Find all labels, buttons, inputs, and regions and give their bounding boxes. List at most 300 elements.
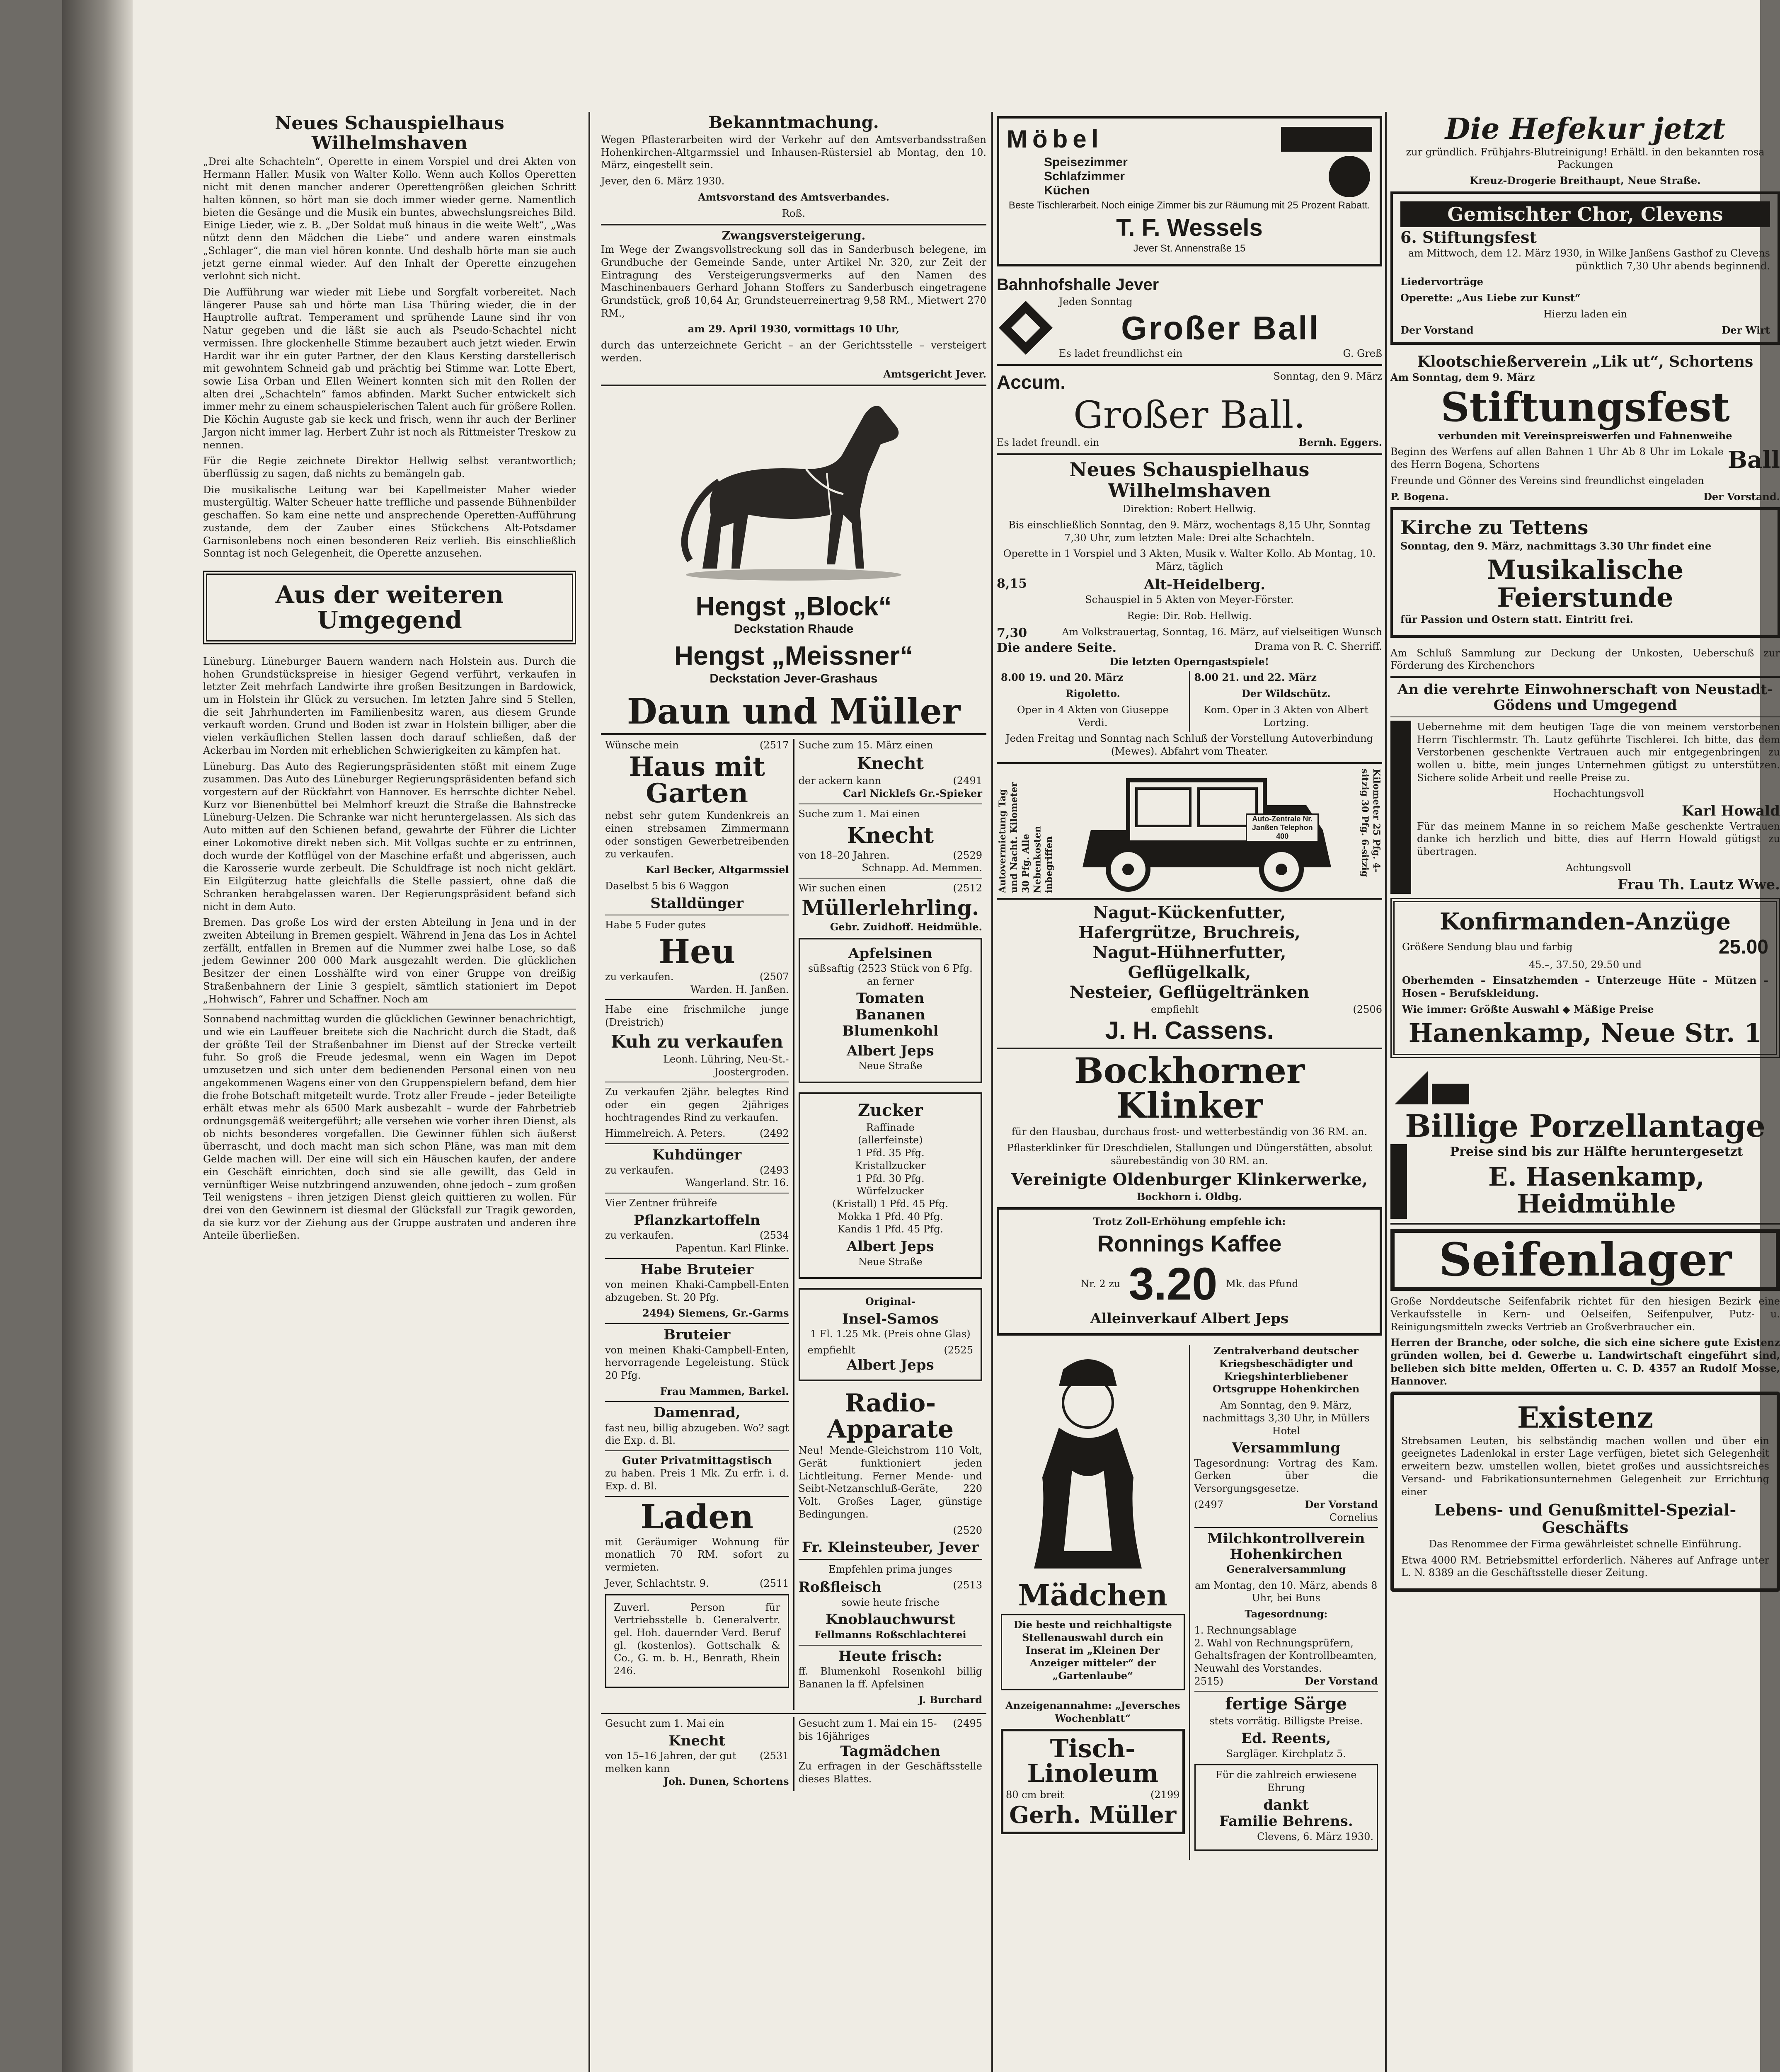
price-value: 3.20 (1129, 1258, 1218, 1310)
coffee-price-row (1007, 1258, 1372, 1310)
ad-text: Uebernehme mit dem heutigen Tage die von meinem verstorbenen Herrn Tischlermstr. Th. Lautz geführte Tischlerei. Ich bitte, das dem Verstorbenen geschenkte Vertrauen auch mir entgegenbringen zu wollen u. bitte, mein junges Unternehmen gütigst zu unterstützen. Sichere solide Arbeit und reelle Preise zu. (1417, 721, 1780, 784)
furniture-item: Speisezimmer (1044, 155, 1128, 169)
classified-row (605, 1229, 789, 1242)
ad-head: Generalversammlung (1226, 1563, 1346, 1576)
horse-owner: Daun und Müller (627, 690, 961, 732)
opera-right (1189, 671, 1383, 732)
ad-text: stets vorrätig. Billigste Preise. (1209, 1715, 1363, 1727)
ad-text: ff. Blumenkohl Rosenkohl billig Bananen la ff. Apfelsinen (798, 1665, 982, 1690)
notice-date: Jever, den 6. März 1930. (601, 175, 725, 187)
ad-head: Apfelsinen (848, 945, 932, 962)
ad-intro: Wünsche mein (605, 739, 679, 751)
ad-head: Bruteier (664, 1326, 731, 1343)
agenda-list (1194, 1624, 1378, 1675)
price-line: Mokka 1 Pfd. 40 Pfg. (837, 1210, 943, 1222)
ad-intro: Habe eine frischmilche junge (Dreistrich) (605, 1004, 789, 1028)
ad-text: Es ladet freundl. ein (997, 437, 1099, 449)
ad-text: von meinen Khaki-Campbell-Enten, hervorragende Legeleistung. Stück 20 Pfg. (605, 1344, 789, 1381)
classified-row (605, 1127, 789, 1140)
ad-name: Schnapp. Ad. Memmen. (862, 862, 982, 874)
ad-head: Neues Schauspielhaus Wilhelmshaven (1069, 458, 1310, 502)
ad-head: Bahnhofshalle Jever (997, 276, 1159, 294)
feed-item: Nesteier, Geflügeltränken (1069, 982, 1310, 1002)
feed-list (997, 904, 1382, 1002)
news-item: Lüneburg. Das Auto des Regierungspräsidenten stößt mit einem Zuge zusammen. Das Auto des Lüneburger Regierungspräsidenten befand sich vorgestern auf der Rückfahrt von Hannover. Es herrschte dichter Nebel. Kurz vor Bienenbüttel bei Melmhorf kreuzt die Straße die Bahnstrecke Lüneburg-Uelzen. Die Schranke war nicht heruntergelassen. Als sich das Auto mitten auf den Schienen befand, gewahrte der Führer die Lichter einer Lokomotive direkt neben sich. Mit Vollgas suchte er zu entrinnen, doch wurde der Kotflügel von der Maschine erfaßt und abgerissen, auch die Karosserie wurde zerbeult. Die Schuldfrage ist noch nicht geklärt. Ein Eilgüterzug hatte gleichfalls die Stelle passiert, ohne daß die Schranken herabgelassen waren. Der Regierungspräsident befand sich nicht in dem Auto. (203, 760, 576, 913)
ad-sign: Cornelius (1329, 1511, 1378, 1523)
ad-text: Tagesordnung: (1245, 1608, 1328, 1620)
classified-box (605, 1594, 789, 1688)
ad-head: dankt (1263, 1796, 1309, 1813)
ad-code: (2517 (760, 739, 789, 751)
ad-code: (2492 (760, 1128, 789, 1140)
ad-text: Etwa 4000 RM. Betriebsmittel erforderlich. Näheres auf Anfrage unter L. N. 8389 an die Geschäftsstelle dieser Zeitung. (1401, 1554, 1769, 1579)
ad-intro: Original- (865, 1295, 915, 1308)
divider (605, 1496, 789, 1497)
ad-head: An die verehrte Einwohnerschaft von Neustadt-Gödens und Umgegend (1397, 681, 1773, 714)
ad-text: Autovermietung Tag und Nacht. Kilometer 30 Pfg. Alle Nebenkosten inbegriffen (997, 782, 1055, 893)
program-title: Rigoletto. (1065, 687, 1120, 700)
ad-text: Herren der Branche, oder solche, die sich eine sichere gute Existenz gründen wollen, bei d. Gewerbe u. Landwirtschaft eingeführt sind, belieben sich bitte melden, Offerten u. C. D. 4357 an Rudolf Mosse, Hannover. (1390, 1336, 1780, 1387)
ad-text: Sonntag, den 9. März, nachmittags 3.30 Uhr findet eine (1400, 540, 1712, 552)
classified-row (605, 971, 789, 983)
ad-code: (2199 (1150, 1789, 1180, 1801)
diamond-icon (997, 299, 1055, 357)
divider (601, 224, 986, 225)
ad-head: Heute frisch: (838, 1648, 942, 1665)
ad-text: von meinen Khaki-Campbell-Enten abzugeben. St. 20 Pfg. (605, 1278, 789, 1303)
ad-text: Operette in 1 Vorspiel und 3 Akten, Musik v. Walter Kollo. Ab Montag, 10. März, täglich (1003, 548, 1376, 573)
furniture-items-row (1007, 154, 1372, 199)
ad-code: (2506 (1353, 1003, 1382, 1015)
classified-row (1006, 1789, 1180, 1801)
woman-illustration (1001, 1345, 1175, 1577)
divider (997, 898, 1382, 900)
agenda-item: 1. Rechnungsablage (1194, 1624, 1297, 1636)
ad-text: Oberhemden – Einsatzhemden – Unterzeuge Hüte – Mützen – Hosen – Berufskleidung. (1402, 974, 1768, 1000)
ad-head: Die Hefekur jetzt (1445, 111, 1726, 146)
opera-grid (997, 671, 1382, 732)
column-rule (1385, 112, 1387, 2072)
ad-name: Albert Jeps (846, 1356, 934, 1373)
ad-text: Mk. das Pfund (1225, 1278, 1298, 1290)
ad-name: J. Burchard (918, 1694, 982, 1706)
classified-row (1400, 324, 1770, 337)
program-time: 7,30 (997, 625, 1027, 640)
divider (799, 1645, 983, 1646)
ad-text: sowie heute frische (841, 1596, 940, 1608)
ad-code: (2511 (760, 1577, 789, 1589)
ad-text: Schauspiel in 5 Akten von Meyer-Förster. (1085, 594, 1294, 606)
classified-row (997, 1003, 1382, 1016)
ad-head: Knecht (668, 1732, 726, 1749)
classified-row (605, 1750, 789, 1775)
car-rental-ad (997, 768, 1382, 894)
program-row (997, 626, 1382, 640)
ad-text: Hochachtungsvoll (1553, 788, 1644, 800)
horse-station-2: Deckstation Jever-Grashaus (710, 671, 878, 685)
ad-head: Billige Porzellantage (1405, 1108, 1765, 1144)
ad-name: Papentun. Karl Flinke. (676, 1242, 789, 1254)
program-date: 8.00 21. und 22. März (1194, 671, 1317, 684)
ad-text: empfiehlt (1151, 1003, 1199, 1015)
ad-text: Preise sind bis zur Hälfte heruntergesetzt (1450, 1144, 1743, 1159)
classified-row (799, 849, 983, 862)
ad-head: Tisch-Linoleum (1027, 1734, 1159, 1789)
ad-street: Neue Straße (858, 1060, 923, 1072)
ball-ad-body (1059, 295, 1382, 360)
divider (1194, 1691, 1378, 1692)
ad-intro: Vier Zentner frühreife (605, 1197, 717, 1209)
ad-head: Stalldünger (650, 895, 744, 912)
ad-sign: P. Bogena. (1390, 490, 1449, 503)
divider (605, 1401, 789, 1402)
divider (601, 385, 986, 386)
porcelain-body (1390, 1144, 1780, 1219)
ad-name: Warden. H. Janßen. (690, 983, 789, 995)
ad-text: Am Volkstrauertag, Sonntag, 16. März, auf vielseitigen Wunsch (1062, 626, 1382, 638)
program-title: Die andere Seite. (997, 640, 1117, 655)
ad-head: Zentralverband deutscher Kriegsbeschädigter und Kriegshinterbliebener Ortsgruppe Hohenkirchen (1213, 1345, 1360, 1395)
lower-left (997, 1345, 1189, 1860)
program-title: Der Wildschütz. (1241, 687, 1331, 700)
ad-head: Roßfleisch (798, 1579, 882, 1596)
ad-name: Himmelreich. A. Peters. (605, 1128, 726, 1140)
ad-name: E. Hasenkamp, Heidmühle (1488, 1162, 1705, 1219)
ad-code: (2497 (1194, 1498, 1223, 1510)
ad-text: fast neu, billig abzugeben. Wo? sagt die Exp. d. Bl. (605, 1422, 789, 1447)
ad-text: Für die zahlreich erwiesene Ehrung (1216, 1769, 1357, 1794)
ad-text: zu verkaufen. (605, 1164, 674, 1176)
ad-name: Carl Nicklefs Gr.-Spieker (843, 787, 982, 800)
ad-head: fertige Särge (1225, 1694, 1347, 1714)
ad-code: (2493 (760, 1164, 789, 1176)
feed-item: Nagut-Kückenfutter, (1093, 903, 1286, 922)
existence-ad (1390, 1392, 1780, 1592)
ad-date: Clevens, 6. März 1930. (1257, 1830, 1373, 1842)
divider (997, 1048, 1382, 1049)
horse-name-2: Hengst „Meissner“ (674, 641, 913, 671)
furniture-head-row (1007, 124, 1372, 154)
classified-row (1402, 936, 1768, 959)
horse-name-1: Hengst „Block“ (695, 591, 892, 622)
feed-item: Hafergrütze, Bruchreis, (1078, 922, 1300, 942)
notice-name: Roß. (782, 207, 806, 219)
auction-date: am 29. April 1930, vormittags 10 Uhr, (688, 323, 900, 335)
ad-text: Bis einschließlich Sonntag, den 9. März, wochentags 8,15 Uhr, Sonntag 7,30 Uhr, zum letzten Male: Drei alte Schachteln. (1008, 519, 1371, 544)
auction-text: durch das unterzeichnete Gericht – an der Gerichtsstelle – versteigert werden. (601, 339, 986, 364)
divider (605, 1450, 789, 1451)
ad-text: Strebsamen Leuten, bis selbständig machen wollen und über ein geeignetes Ladenlokal in erster Lage verfügen, bietet sich Gelegenheit erweitern bezw. umstellen wollen, bietet großes und aussichtsreiches Versand- und Fabrikationsunternehmen Gelegenheit zur Errichtung einer (1401, 1435, 1769, 1498)
column-rule (588, 112, 590, 2072)
classified-row (1390, 491, 1780, 503)
circle-emblem-icon (1327, 154, 1372, 199)
program-title: Alt-Heidelberg. (1144, 576, 1266, 593)
ad-code: (2513 (953, 1579, 982, 1591)
ad-text: Oper in 4 Akten von Giuseppe Verdi. (1017, 704, 1169, 729)
ad-head: Lebens- und Genußmittel-Spezial-Geschäfts (1434, 1501, 1736, 1537)
ad-head: Stiftungsfest (1441, 383, 1730, 431)
theatre-review-head: Neues Schauspielhaus Wilhelmshaven (275, 113, 504, 154)
divider (605, 1323, 789, 1324)
ad-text: Große Norddeutsche Seifenfabrik richtet für den hiesigen Bezirk eine Verkaufsstelle in Kern- und Oelseifen, Seifenpulver, Putz- u. Reinigungsmitteln zwecks Vertrieb an Großverbraucher ein. (1390, 1295, 1780, 1333)
sugar-price-list (808, 1121, 974, 1236)
decor-bar (1281, 127, 1372, 152)
ad-text: Nr. 2 zu (1080, 1278, 1121, 1290)
price-line: Würfelzucker (856, 1185, 924, 1197)
divider (1390, 716, 1780, 717)
ad-name: Wangerland. Str. 16. (685, 1177, 789, 1189)
ad-name: Albert Jeps (846, 1042, 934, 1059)
ad-text: Regie: Dir. Rob. Hellwig. (1127, 610, 1252, 622)
price-line: 1 Pfd. 35 Pfg. (856, 1147, 925, 1159)
ad-head: Ronnings Kaffee (1097, 1230, 1282, 1257)
news-item: Bremen. Das große Los wird der ersten Abteilung in Jena und in der zweiten Abteilung in Bremen gespielt. Während in Jena das Los in Achtel zerfällt, entfallen in Bremen auf die Nummer zwei halbe Lose, so daß jedem Gewinner 200 000 Mark ausgezahlt werden. Die glücklichen Besitzer der einen Losshälfte wird von einer Gruppe von dreißig Straßenbahnern der Linie 3 gespielt, sämtlich stationiert im Depot „Hohwisch“, Fahrer und Schaffner. Noch am (203, 917, 576, 1005)
ad-code: (2529 (953, 849, 982, 861)
ad-text: zu verkaufen. (605, 1230, 674, 1242)
page-gutter (62, 0, 133, 2072)
triangle-logo-icon (1390, 1067, 1473, 1109)
classified-row (1059, 347, 1382, 360)
ad-code: (2512 (953, 882, 982, 894)
ad-head: Heu (659, 932, 736, 971)
ad-text: Direktion: Robert Hellwig. (1122, 503, 1257, 515)
ad-name: Frau Mammen, Barkel. (660, 1385, 789, 1397)
ad-text: zu verkaufen. (605, 971, 674, 983)
column-1 (203, 112, 576, 2072)
ad-text: 45.–, 37.50, 29.50 und (1528, 959, 1642, 971)
choir-ad (1390, 191, 1780, 345)
ad-name: Vereinigte Oldenburger Klinkerwerke, (1011, 1169, 1368, 1189)
ad-head: Möbel (1007, 125, 1104, 153)
ad-code: (2534 (760, 1230, 789, 1242)
ad-sign: Der Vorstand (1400, 324, 1474, 336)
divider (601, 1713, 986, 1714)
ad-text: Tagesordnung: Vortrag des Kam. Gerken über die Versorgungsgesetze. (1194, 1457, 1378, 1495)
ad-intro: Suche zum 1. Mai einen (798, 808, 920, 820)
ad-code: (2495 (953, 1718, 982, 1730)
program-date: 8.00 19. und 20. März (1001, 671, 1124, 684)
ad-sign: Der Wirt (1722, 324, 1770, 336)
divider (997, 364, 1382, 366)
ad-head: Pflanzkartoffeln (634, 1212, 760, 1229)
divider (605, 1143, 789, 1144)
ad-date: Am Sonntag, dem 9. März (1390, 371, 1535, 383)
ad-text: Wie immer: Größte Auswahl ◆ Mäßige Preise (1402, 1003, 1654, 1015)
ad-name: J. H. Cassens. (1105, 1017, 1274, 1045)
program-row (997, 640, 1382, 656)
ad-head: Ball (1727, 446, 1780, 474)
ad-date: Sonntag, den 9. März (1273, 370, 1382, 382)
price-line: 1 Pfd. 30 Pfg. (856, 1172, 925, 1184)
divider (1390, 1223, 1780, 1225)
ad-text: zu haben. Preis 1 Mk. Zu erfr. i. d. Exp. d. Bl. (605, 1467, 789, 1492)
news-item: Lüneburg. Lüneburger Bauern wandern nach Holstein aus. Durch die hohen Grundstückspreise in hiesiger Gegend verführt, verkaufen in letzter Zeit mehrfach Landwirte ihre großen Besitzungen in Bardowick, um in Holstein ihr Glück zu versuchen. Im letzten Jahre sind 5 Stellen, die seit Jahrhunderten im Familienbesitz waren, aus diesem Grunde verkauft worden. Grund und Boden ist zwar in Holstein billiger, aber die vielen verkäuflichen Stellen lassen doch darauf schließen, daß der Ackerbau im Norden mit erheblichen Schwierigkeiten zu kämpfen hat. (203, 655, 576, 756)
horse-illustration (649, 390, 939, 589)
notice-head: Bekanntmachung. (708, 113, 879, 132)
ad-text: empfiehlt (807, 1344, 855, 1356)
ad-name: Familie Behrens. (1219, 1813, 1353, 1830)
classified-row (799, 775, 983, 787)
coffee-ad (997, 1207, 1382, 1336)
program-row (997, 576, 1382, 593)
ad-intro: Habe 5 Fuder gutes (605, 919, 706, 931)
ad-text: von 15–16 Jahren, der gut melken kann (605, 1750, 736, 1774)
ad-sign: Der Vorstand. (1703, 490, 1780, 503)
classified-left (601, 739, 793, 1710)
ad-head: Zucker (857, 1100, 923, 1120)
ad-item: Tomaten (856, 990, 925, 1007)
ad-item: Blumenkohl (842, 1023, 939, 1040)
ad-head: Müllerlehrling. (802, 895, 979, 920)
ad-text: für Passion und Ostern statt. Eintritt frei. (1400, 613, 1633, 625)
ad-head: Existenz (1517, 1400, 1654, 1435)
confirmation-suits-ad (1390, 898, 1780, 1058)
section-header-box (203, 571, 576, 644)
ad-text: Das Renommee der Firma gewährleistet schnelle Einführung. (1429, 1538, 1742, 1550)
classified-right (793, 739, 987, 1710)
furniture-ad (997, 116, 1382, 266)
ad-text: verbunden mit Vereinspreiswerfen und Fahnenweihe (1438, 429, 1732, 442)
ad-name: T. F. Wessels (1116, 214, 1263, 241)
news-item: Sonnabend nachmittag wurden die glücklichen Gewinner benachrichtigt, und wie ein Lauffeuer breitete sich die Nachricht durch die Stadt, daß der größte Teil der Straßenbahner im Dienst auf der Strecke verteilt fuhr. So groß die Freude jedesmal, wenn ein Wagen im Depot umzusetzen und sich unter dem bedienenden Personal einen von neu angekommenen Wagens einer von den Gruppenspielern befand, dem hier die frohe Botschaft mitgeteilt wurde. Trotz aller Freude – jeder Beteiligte erhält etwas mehr als 6500 Mark ausbezahlt – wurde der Fahrbetrieb ordnungsgemäß weitergeführt; alle versehen wie vorher ihren Dienst, als ob nichts besonderes vorgefallen. Die Gewinner fühlen sich äußerst überrascht, und doch macht man sich schon Pläne, was man mit dem Gelde machen will. Der eine will sich ein Häuschen kaufen, der andere ein Geschäft einrichten, doch sind sie alle gewillt, das Geld in vernünftiger Weise nutzbringend anzuwenden, ohne jedoch – zum großen Teil wenigstens – ihren jetzigen Dienst gleich quittieren zu wollen. Für drei von den Gewinnern ist diesmal der Glücksfall zur Tragik geworden, da sie kurz vor der Ziehung aus der Gruppe austraten und anderen ihre Anteile überließen. (203, 1013, 576, 1242)
ad-head: 6. Stiftungsfest (1400, 228, 1537, 247)
agenda-item: 2. Wahl von Rechnungsprüfern, Gehaltsfragen der Kontrollbeamten, Neuwahl des Vorstandes. (1194, 1637, 1377, 1675)
ad-head: Kuhdünger (652, 1147, 742, 1164)
ad-name: Bernh. Eggers. (1298, 436, 1382, 449)
price-line: Kandis 1 Pfd. 45 Pfg. (837, 1223, 943, 1235)
ad-text: Zu erfragen in der Geschäftsstelle dieses Blattes. (798, 1760, 982, 1785)
classified-row (808, 1344, 974, 1357)
ad-name: Albert Jeps (846, 1238, 934, 1255)
divider (1390, 676, 1780, 678)
ad-code: (2520 (953, 1524, 982, 1536)
ad-text: Freunde und Gönner des Vereins sind freundlichst eingeladen (1390, 474, 1704, 487)
classified-row (799, 1579, 983, 1596)
wine-ad (799, 1288, 983, 1381)
ad-text: Die beste und reichhaltigste Stellenauswahl durch ein Inserat im „Kleinen Der Anzeiger mitteler“ der „Gartenlaube“ (1013, 1619, 1172, 1682)
ad-intro: Daselbst 5 bis 6 Waggon (605, 880, 729, 892)
auction-text: Im Wege der Zwangsvollstreckung soll das in Sanderbusch belegene, im Grundbuche der Gemeinde Sande, unter Artikel Nr. 320, zur Zeit der Eintragung des Versteigerungsvermerks auf den Namen des Maschinenbauers Gerhard Johann Stoffers zu Sanderbusch eingetragene Grundstück, groß 10,64 Ar, Grundsteuerreinertrag 9,58 RM., Mietwert 270 RM., (601, 244, 986, 319)
ad-head: Knecht (857, 754, 924, 774)
ad-text: Am Sonntag, den 9. März, nachmittags 3,30 Uhr, in Müllers Hotel (1202, 1399, 1370, 1437)
classified-row (799, 882, 983, 895)
horse-station-1: Deckstation Rhaude (734, 622, 854, 636)
ad-text: Pflasterklinker für Dreschdielen, Stallungen und Düngerstätten, absolut säurebeständig von 30 RM. an. (1007, 1142, 1372, 1167)
theatre-review-text: „Drei alte Schachteln“, Operette in einem Vorspiel und drei Akten von Hermann Haller. Musik von Walter Kollo. Wenn auch Kollos Operetten nicht mit denen mancher anderer Operettengrößen gleichen Schritt halten können, so hört man sie doch immer wieder gerne. Namentlich bieten die Gesänge und die Musik ein buntes, abwechslungsreiches Bild. Einige Lieder, wie z. B. „Der Soldat muß hinaus in die weite Welt“, „Was nützt denn den Mädchen die Liebe“ und andere waren einstmals „Schlager“, die man viel hören konnte. Und deshalb hörte man sie auch jetzt gerne einmal wieder. Auf den Inhalt der Operette einzugehen verlohnt sich nicht. (203, 155, 576, 282)
ad-text: für den Hausbau, durchaus frost- und wetterbeständig von 36 RM. an. (1011, 1126, 1368, 1138)
ad-head: Kirche zu Tettens (1400, 516, 1589, 539)
ad-sign: Der Vorstand (1305, 1675, 1378, 1687)
decor-bar (1390, 721, 1411, 894)
column-4 (1390, 112, 1780, 2072)
ad-name: G. Greß (1343, 348, 1382, 360)
decor-bar (1390, 1144, 1407, 1219)
ad-text: Für das meinem Manne in so reichem Maße geschenkte Vertrauen danke ich herzlich und bitte, dies auf Herrn Howald gütigst zu übertragen. (1417, 820, 1780, 858)
ad-text: am Montag, den 10. März, abends 8 Uhr, bei Buns (1195, 1579, 1378, 1604)
ad-text: Liedervorträge (1400, 276, 1483, 288)
price-line: Raffinade (866, 1121, 915, 1133)
theatre-review-text: Die musikalische Leitung war bei Kapellmeister Maher wieder mustergültig. Walter Scheuer hatte treffliche und passende Bühnenbilder geschaffen. So kam eine nette und ansprechende Operetten-Aufführung zustande, dem der Zauber eines Stückchens Alt-Potsdamer Garnisonlebens noch einen besonderen Reiz verlieh. Bis einschließlich Sonntag ist noch Gelegenheit, die Operette anzusehen. (203, 484, 576, 559)
classified-box (1001, 1614, 1185, 1690)
ad-code: (2531 (760, 1750, 789, 1762)
linoleum-ad (1001, 1729, 1185, 1834)
ad-head: Kuh zu verkaufen (610, 1031, 783, 1052)
classified-row (1194, 1498, 1378, 1511)
section-head: Aus der weiteren Umgegend (275, 581, 504, 634)
ad-name: 2494) Siemens, Gr.-Garms (642, 1307, 789, 1319)
divider (799, 878, 983, 879)
price-line: Kristallzucker (855, 1159, 926, 1172)
ad-address: Jever St. Annenstraße 15 (1133, 242, 1246, 254)
program-time: 8,15 (997, 576, 1027, 591)
classified-row (1194, 1675, 1378, 1688)
ad-street: Neue Straße (858, 1256, 923, 1268)
ad-item: Bananen (855, 1006, 925, 1023)
fruit-ad (799, 938, 983, 1083)
classified-row (1390, 445, 1780, 474)
ball-ad (997, 295, 1382, 360)
ad-text: süßsaftig (2523 Stück von 6 Pfg. an ferner (808, 963, 973, 987)
ad-intro: Gesucht zum 1. Mai ein 15- bis 16jähriges (798, 1718, 937, 1742)
car-sign: Auto-Zentrale Nr. Janßen Telephon 400 (1246, 813, 1319, 842)
price-line: (allerfeinste) (858, 1134, 923, 1146)
furniture-item: Schlafzimmer (1044, 169, 1125, 183)
ad-text: Hierzu laden ein (1543, 308, 1627, 320)
ad-text: Operette: „Aus Liebe zur Kunst“ (1400, 292, 1581, 304)
ad-name: Fr. Kleinsteuber, Jever (802, 1539, 979, 1556)
ad-text: zur gründlich. Frühjahrs-Blutreinigung! Erhältl. in den bekannten rosa Packungen (1406, 146, 1765, 171)
business-notice (1390, 721, 1780, 894)
auction-head: Zwangsversteigerung. (722, 229, 866, 243)
ad-head: Knoblauchwurst (825, 1611, 955, 1628)
soap-head-box (1390, 1229, 1780, 1291)
classified-row (605, 1577, 789, 1590)
ad-head: Accum. (997, 371, 1066, 393)
ad-text: Zuverl. Person für Vertriebsstelle b. Generalvertr. gel. Hoh. dauernder Verd. Beruf gl. (kostenlos). Gottschalk & Co., G. m. b. H., Benrath, Rhein 246. (614, 1601, 780, 1677)
newspaper-page (62, 0, 1780, 2072)
ad-text: am Mittwoch, dem 12. März 1930, in Wilke Janßens Gasthof zu Clevens pünktlich 7,30 Uhr abends beginnend. (1408, 247, 1770, 272)
ad-head: Milchkontrollverein Hohenkirchen (1207, 1530, 1365, 1563)
ad-text: Es ladet freundlichst ein (1059, 348, 1183, 360)
ad-head: Radio-Apparate (827, 1389, 954, 1444)
ad-name: Jever, Schlachtstr. 9. (605, 1577, 709, 1589)
ad-text: Beginn des Werfens auf allen Bahnen 1 Uhr Ab 8 Uhr im Lokale des Herrn Bogena, Schortens (1390, 446, 1724, 471)
sugar-ad (799, 1092, 983, 1279)
ad-intro: Trotz Zoll-Erhöhung empfehle ich: (1093, 1215, 1286, 1228)
accum-row (997, 370, 1382, 395)
ad-address: Sargläger. Kirchplatz 5. (1226, 1748, 1346, 1760)
ad-intro: Jeden Sonntag (1059, 296, 1133, 308)
classified-row (799, 1717, 983, 1743)
classified-right (793, 1717, 987, 1791)
theatre-review-text: Für die Regie zeichnete Direktor Hellwig selbst verantwortlich; überflüssig zu sagen, daß nichts zu bemängeln gab. (203, 455, 576, 480)
column-rule (991, 112, 993, 2072)
divider (997, 453, 1382, 455)
ad-name: Hanenkamp, Neue Str. 1 (1408, 1017, 1762, 1048)
ad-text: 80 cm breit (1006, 1789, 1064, 1801)
column-3 (997, 112, 1382, 2072)
lower-grid (997, 1345, 1382, 1860)
ad-name: Karl Howald (1681, 803, 1780, 820)
ad-intro: Empfehlen prima junges (828, 1563, 952, 1575)
car-illustration-wrap (1074, 768, 1339, 894)
ad-head: Laden (640, 1497, 754, 1536)
horse-ad (601, 390, 986, 732)
thanks-notice (1194, 1764, 1378, 1851)
notice-text: Wegen Pflasterarbeiten wird der Verkehr auf den Amtsverbandsstraßen Hohenkirchen-Altgarmssiel und Inhausen-Rüstersiel ab Montag, den 10. März, eingestellt sein. (601, 134, 986, 171)
divider (605, 999, 789, 1000)
business-notice-body (1417, 721, 1780, 894)
